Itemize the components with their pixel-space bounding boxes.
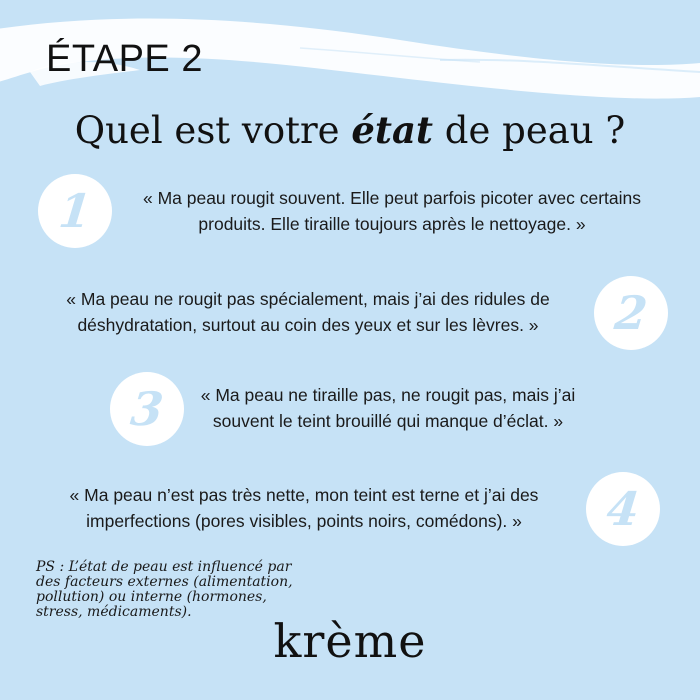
question-emphasis: état	[351, 108, 434, 152]
question-title	[0, 108, 700, 153]
statement-2: « Ma peau ne rougit pas spécialement, mais j’ai des ridules de déshydratation, surtout au coin des yeux et sur les lèvres. »	[66, 289, 550, 335]
badge-numeral: 4	[604, 482, 642, 536]
question-before: Quel est votre	[74, 109, 352, 152]
number-badge-3	[110, 372, 184, 446]
step-label: ÉTAPE 2	[46, 38, 203, 80]
badge-numeral: 3	[128, 382, 166, 436]
statement-3: « Ma peau ne tiraille pas, ne rougit pas, mais j’ai souvent le teint brouillé qui manque d’éclat. »	[200, 385, 576, 431]
brand-logo: krème	[273, 614, 427, 668]
footnote: PS : L’état de peau est influencé par des facteurs externes (alimentation, pollution) ou interne (hormones, stress, médicaments).	[36, 559, 293, 620]
badge-numeral: 2	[612, 286, 650, 340]
statement-4: « Ma peau n’est pas très nette, mon teint est terne et j’ai des imperfections (pores visibles, points noirs, comédons). »	[69, 485, 539, 531]
question-after: de peau ?	[433, 109, 626, 152]
statement-1: « Ma peau rougit souvent. Elle peut parfois picoter avec certains produits. Elle tiraille toujours après le nettoyage. »	[142, 188, 642, 234]
number-badge-2	[594, 276, 668, 350]
badge-numeral: 1	[56, 184, 94, 238]
number-badge-1	[38, 174, 112, 248]
number-badge-4	[586, 472, 660, 546]
